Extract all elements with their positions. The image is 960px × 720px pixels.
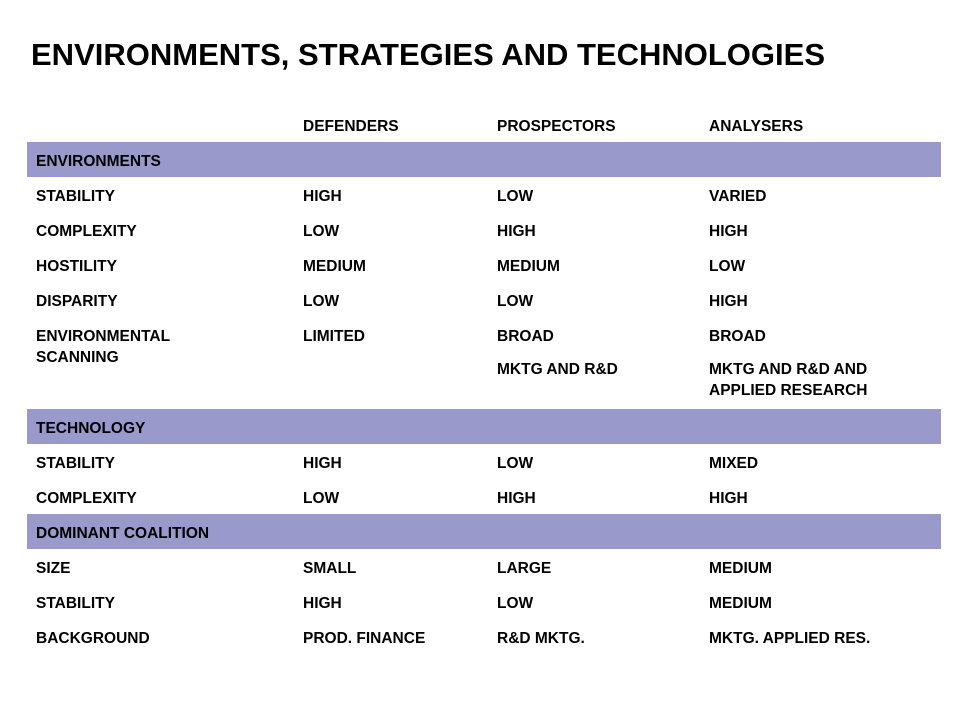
column-header-prospectors: PROSPECTORS <box>497 118 616 135</box>
defenders-cell: LOW <box>303 490 340 507</box>
prospectors-cell <box>497 326 618 380</box>
defenders-cell: LIMITED <box>303 328 365 345</box>
comparison-table <box>27 107 941 654</box>
analysers-cell: MIXED <box>709 455 759 472</box>
row-label-line: ENVIRONMENTAL <box>36 328 171 345</box>
prospectors-cell: R&D MKTG. <box>497 630 585 647</box>
prospectors-cell: LOW <box>497 293 534 310</box>
prospectors-cell: MEDIUM <box>497 258 560 275</box>
row-label <box>36 326 170 368</box>
table-row <box>27 177 941 212</box>
cell-line: APPLIED RESEARCH <box>709 382 868 399</box>
prospectors-cell: LOW <box>497 455 534 472</box>
row-label-line: SCANNING <box>36 349 119 366</box>
analysers-cell: HIGH <box>709 223 748 240</box>
column-header-analysers: ANALYSERS <box>709 118 804 135</box>
defenders-cell: LOW <box>303 293 340 310</box>
column-header-defenders: DEFENDERS <box>303 118 399 135</box>
row-label: COMPLEXITY <box>36 490 137 507</box>
analysers-cell: HIGH <box>709 490 748 507</box>
table-row <box>27 247 941 282</box>
section-row-dominant-coalition <box>27 514 941 549</box>
cell-line: BROAD <box>497 328 554 345</box>
table-row <box>27 549 941 584</box>
row-label: STABILITY <box>36 188 115 205</box>
row-label: DISPARITY <box>36 293 118 310</box>
section-row-environments <box>27 142 941 177</box>
analysers-cell: HIGH <box>709 293 748 310</box>
section-label: DOMINANT COALITION <box>36 525 210 542</box>
row-label: SIZE <box>36 560 71 577</box>
defenders-cell: HIGH <box>303 595 342 612</box>
table-row <box>27 282 941 317</box>
prospectors-cell: LARGE <box>497 560 552 577</box>
analysers-cell: MEDIUM <box>709 595 772 612</box>
table-row <box>27 212 941 247</box>
row-label: COMPLEXITY <box>36 223 137 240</box>
cell-line: MKTG AND R&D <box>497 361 618 378</box>
table-row-environmental-scanning <box>27 317 941 409</box>
defenders-cell: SMALL <box>303 560 357 577</box>
analysers-cell: LOW <box>709 258 746 275</box>
prospectors-cell: LOW <box>497 188 534 205</box>
defenders-cell: MEDIUM <box>303 258 366 275</box>
defenders-cell: PROD. FINANCE <box>303 630 426 647</box>
analysers-cell <box>709 326 867 401</box>
defenders-cell: HIGH <box>303 455 342 472</box>
prospectors-cell: HIGH <box>497 490 536 507</box>
defenders-cell: LOW <box>303 223 340 240</box>
row-label: BACKGROUND <box>36 630 150 647</box>
row-label: STABILITY <box>36 595 115 612</box>
table-row <box>27 479 941 514</box>
analysers-cell: MEDIUM <box>709 560 772 577</box>
table-row <box>27 584 941 619</box>
prospectors-cell: HIGH <box>497 223 536 240</box>
section-label: ENVIRONMENTS <box>36 153 161 170</box>
table-row <box>27 619 941 654</box>
prospectors-cell: LOW <box>497 595 534 612</box>
analysers-cell: VARIED <box>709 188 767 205</box>
row-label: HOSTILITY <box>36 258 117 275</box>
cell-line: BROAD <box>709 328 766 345</box>
defenders-cell: HIGH <box>303 188 342 205</box>
cell-line: MKTG AND R&D AND <box>709 361 868 378</box>
table-header-row <box>27 107 941 142</box>
row-label: STABILITY <box>36 455 115 472</box>
section-row-technology <box>27 409 941 444</box>
section-label: TECHNOLOGY <box>36 420 146 437</box>
table-row <box>27 444 941 479</box>
page-title: ENVIRONMENTS, STRATEGIES AND TECHNOLOGIES <box>31 37 825 72</box>
analysers-cell: MKTG. APPLIED RES. <box>709 630 871 647</box>
